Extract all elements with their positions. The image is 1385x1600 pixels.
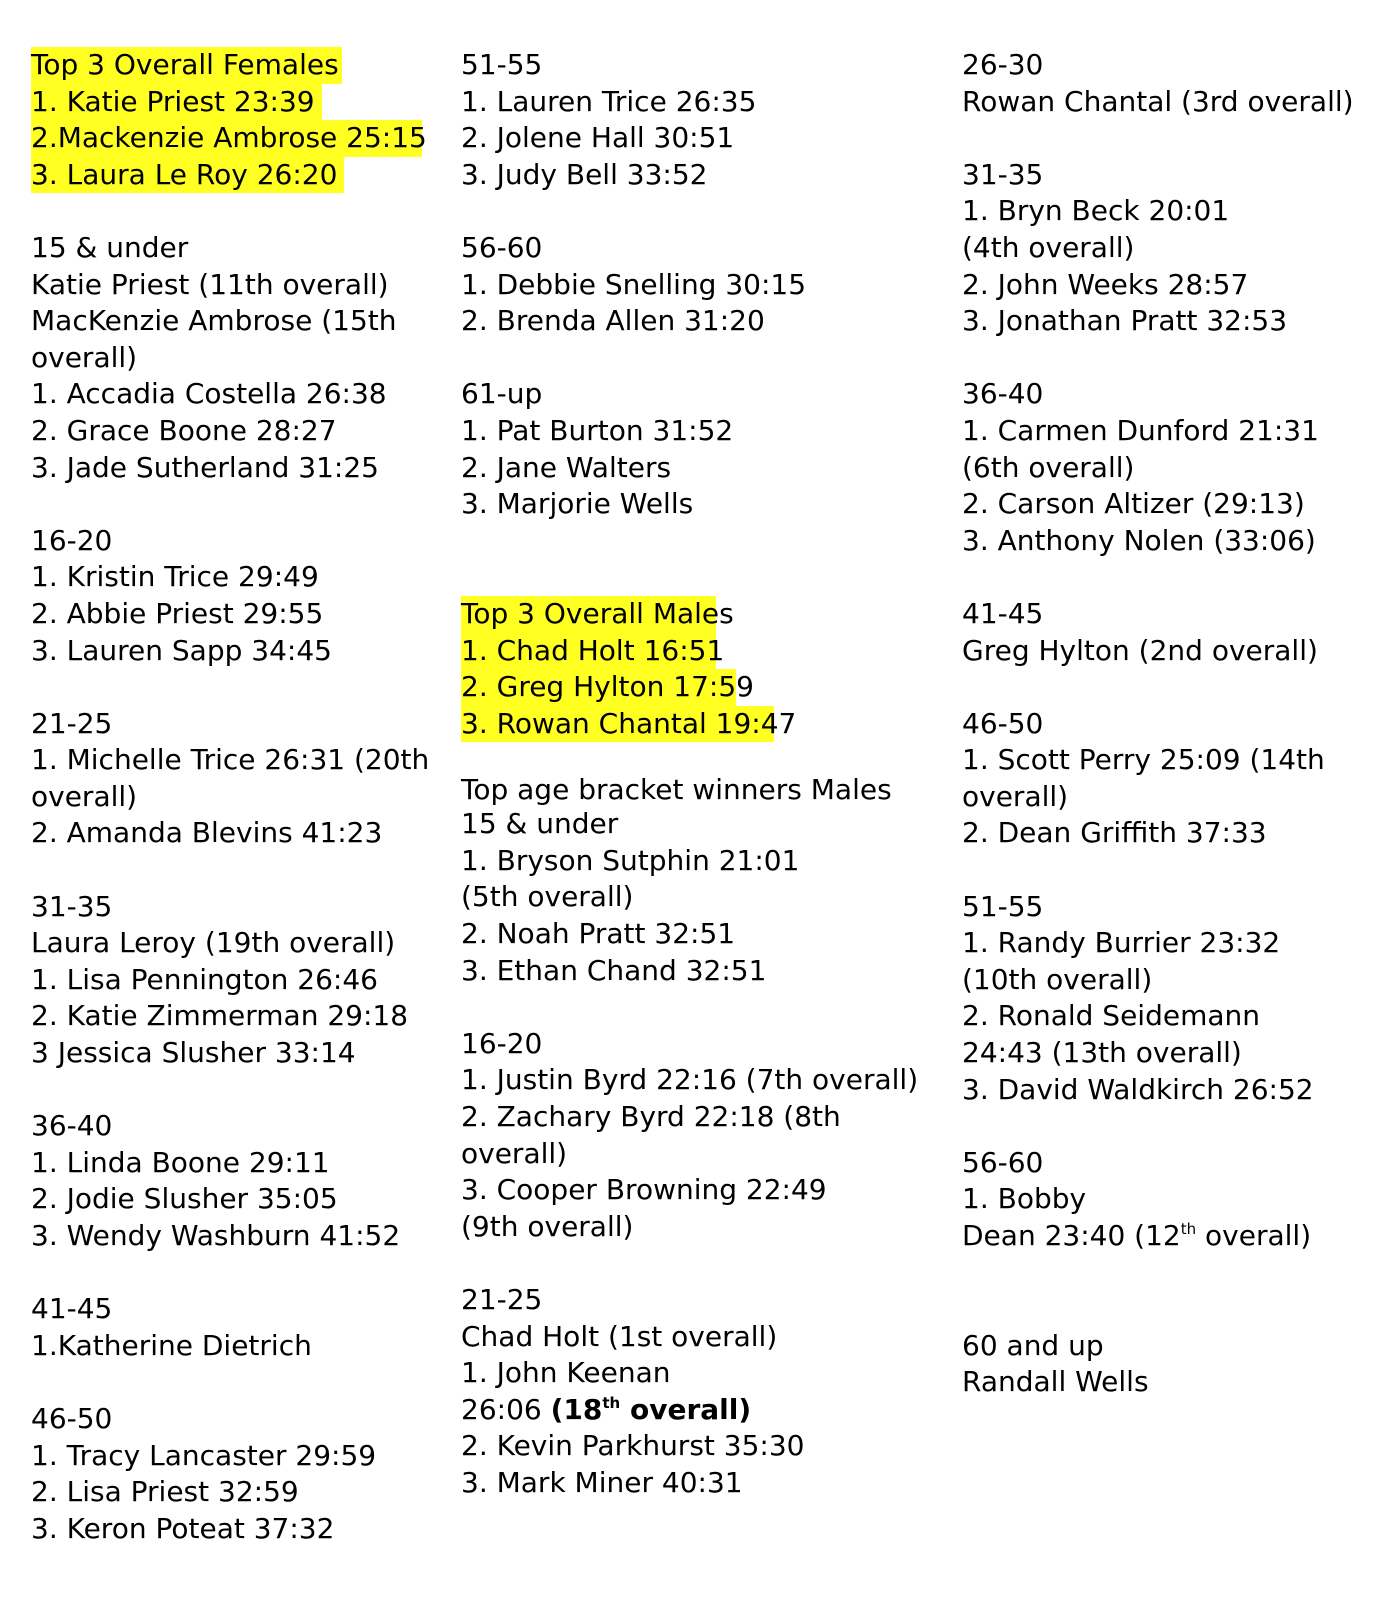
result-line: 1. Debbie Snelling 30:15: [461, 267, 807, 301]
result-line: 2. Ronald Seidemann 24:43 (13th overall): [962, 999, 1261, 1070]
result-line: 2. Noah Pratt 32:51: [461, 917, 736, 951]
section-title: 61-up: [461, 377, 543, 411]
male-51-55-section: [962, 889, 1380, 1109]
section-title: 51-55: [461, 48, 543, 81]
female-51-55-section: [461, 47, 931, 193]
result-line: 3 Jessica Slusher 33:14: [31, 1036, 356, 1070]
female-46-50-section: [31, 1401, 431, 1547]
section-title: 15 & under: [461, 807, 619, 841]
section-title: 51-55: [962, 889, 1044, 923]
result-line: [461, 1392, 931, 1429]
section-title: 56-60: [962, 1145, 1044, 1179]
section-title: 21-25: [461, 1283, 543, 1316]
result-line: 1. Carmen Dunford 21:31 (6th overall): [962, 413, 1319, 484]
result-line: 1. Bobby: [962, 1182, 1087, 1216]
male-56-60-section: [962, 1145, 1380, 1255]
result-line: 3. Mark Miner 40:31: [461, 1465, 743, 1499]
result-line: Dean 23:40 (12th overall): [962, 1219, 1312, 1252]
result-line: 1. Kristin Trice 29:49: [31, 560, 319, 594]
result-line: 3. Anthony Nolen (33:06): [962, 523, 1316, 557]
result-line: 2. Abbie Priest 29:55: [31, 596, 324, 630]
females-top3-block: [31, 47, 431, 193]
result-line: 1. Accadia Costella 26:38: [31, 377, 387, 411]
females-top3-first: 1. Katie Priest 23:39: [31, 84, 322, 121]
result-line: Chad Holt (1st overall): [461, 1319, 778, 1353]
result-line: 2. Jolene Hall 30:51: [461, 121, 735, 155]
result-line: 1. Bryn Beck 20:01 (4th overall): [962, 194, 1230, 264]
result-line: 3. Lauren Sapp 34:45: [31, 633, 332, 667]
column-1: [31, 47, 431, 1547]
result-line: 2. Brenda Allen 31:20: [461, 304, 765, 338]
female-21-25-section: [31, 706, 431, 852]
result-line: Rowan Chantal (3rd overall): [962, 84, 1354, 118]
result-line: 3. Ethan Chand 32:51: [461, 953, 767, 987]
result-line: 2. Jodie Slusher 35:05: [31, 1182, 338, 1216]
section-title: 15 & under: [31, 230, 189, 264]
male-41-45-section: [962, 596, 1380, 669]
section-title: 36-40: [31, 1109, 113, 1143]
column-3: [962, 47, 1380, 1401]
result-line: 1. Scott Perry 25:09 (14th overall): [962, 743, 1325, 813]
section-title: 56-60: [461, 230, 543, 264]
result-line: 2. Kevin Parkhurst 35:30: [461, 1429, 805, 1463]
males-top3-block: [461, 596, 931, 742]
males-top3-title: Top 3 Overall Males: [461, 596, 716, 633]
section-title: 46-50: [962, 706, 1044, 740]
result-line: 1. Michelle Trice 26:31 (20th overall): [31, 743, 430, 813]
males-top3-third: 3. Rowan Chantal 19:47: [461, 706, 774, 743]
section-title: 21-25: [31, 706, 113, 740]
section-title: 31-35: [962, 157, 1044, 191]
female-56-60-section: [461, 230, 931, 340]
result-line: 2. Grace Boone 28:27: [31, 413, 337, 447]
females-top3-title: Top 3 Overall Females: [31, 47, 342, 84]
result-line: Katie Priest (11th overall): [31, 267, 389, 301]
result-line: 3. Keron Poteat 37:32: [31, 1511, 335, 1545]
section-title: 36-40: [962, 377, 1044, 411]
result-line: 3. Marjorie Wells: [461, 487, 694, 521]
result-line: 3. Jonathan Pratt 32:53: [962, 304, 1288, 338]
result-line: 1.Katherine Dietrich: [31, 1328, 312, 1362]
males-top3-second: 2. Greg Hylton 17:59: [461, 669, 736, 706]
male-31-35-section: [962, 157, 1380, 340]
female-15-under-section: [31, 230, 431, 486]
section-title: 41-45: [31, 1292, 113, 1326]
result-line: 3. Wendy Washburn 41:52: [31, 1219, 401, 1252]
male-15-under-section: [461, 772, 931, 989]
result-line: Laura Leroy (19th overall): [31, 926, 396, 960]
male-46-50-section: [962, 706, 1380, 852]
male-26-30-section: [962, 47, 1380, 120]
result-line: 1. Tracy Lancaster 29:59: [31, 1438, 377, 1472]
section-title: 26-30: [962, 48, 1044, 81]
section-title: 46-50: [31, 1401, 113, 1435]
female-61-up-section: [461, 376, 931, 522]
result-line: 1. Randy Burrier 23:32 (10th overall): [962, 926, 1281, 996]
male-60-up-section: [962, 1328, 1380, 1401]
female-31-35-section: [31, 889, 431, 1072]
male-21-25-section: [461, 1282, 931, 1502]
result-line: 3. Judy Bell 33:52: [461, 157, 708, 191]
overall-placement: (18th overall): [550, 1392, 752, 1426]
result-line: 2. John Weeks 28:57: [962, 267, 1249, 301]
females-top3-third: 3. Laura Le Roy 26:20: [31, 157, 344, 194]
result-line: 1. Lisa Pennington 26:46: [31, 962, 378, 996]
section-title: 31-35: [31, 889, 113, 923]
result-line: 2. Jane Walters: [461, 450, 672, 484]
result-line: 2. Dean Griffith 37:33: [962, 816, 1267, 850]
age-bracket-heading: Top age bracket winners Males: [461, 773, 892, 807]
females-top3-second: 2.Mackenzie Ambrose 25:15: [31, 120, 422, 157]
male-36-40-section: [962, 376, 1380, 559]
result-line: 1. Bryson Sutphin 21:01 (5th overall): [461, 843, 800, 914]
result-line: 2. Zachary Byrd 22:18 (8th overall): [461, 1100, 841, 1170]
result-line: 3. Jade Sutherland 31:25: [31, 450, 379, 484]
result-line: 1. John Keenan: [461, 1356, 671, 1390]
female-41-45-section: [31, 1291, 431, 1364]
female-16-20-section: [31, 523, 431, 669]
result-line: 2. Carson Altizer (29:13): [962, 487, 1305, 521]
female-36-40-section: [31, 1108, 431, 1254]
result-line: MacKenzie Ambrose (15th overall): [31, 304, 397, 374]
section-title: 16-20: [31, 523, 113, 557]
result-line: 2. Amanda Blevins 41:23: [31, 816, 383, 850]
male-16-20-section: [461, 1026, 931, 1246]
result-line: Greg Hylton (2nd overall): [962, 633, 1318, 667]
section-title: 41-45: [962, 596, 1044, 630]
result-line: 3. David Waldkirch 26:52: [962, 1072, 1314, 1106]
result-line: Randall Wells: [962, 1365, 1149, 1399]
result-line: 1. Lauren Trice 26:35: [461, 84, 757, 118]
result-time: 26:06: [461, 1392, 551, 1426]
section-title: 16-20: [461, 1026, 543, 1060]
result-line: 1. Linda Boone 29:11: [31, 1145, 330, 1179]
result-line: 2. Lisa Priest 32:59: [31, 1475, 299, 1509]
result-line: 3. Cooper Browning 22:49 (9th overall): [461, 1173, 827, 1243]
column-2: [461, 47, 931, 1502]
section-title: 60 and up: [962, 1328, 1104, 1362]
result-line: 1. Pat Burton 31:52: [461, 413, 734, 447]
result-line: 2. Katie Zimmerman 29:18: [31, 999, 409, 1033]
result-line: 1. Justin Byrd 22:16 (7th overall): [461, 1063, 919, 1097]
males-top3-first: 1. Chad Holt 16:51: [461, 633, 716, 670]
